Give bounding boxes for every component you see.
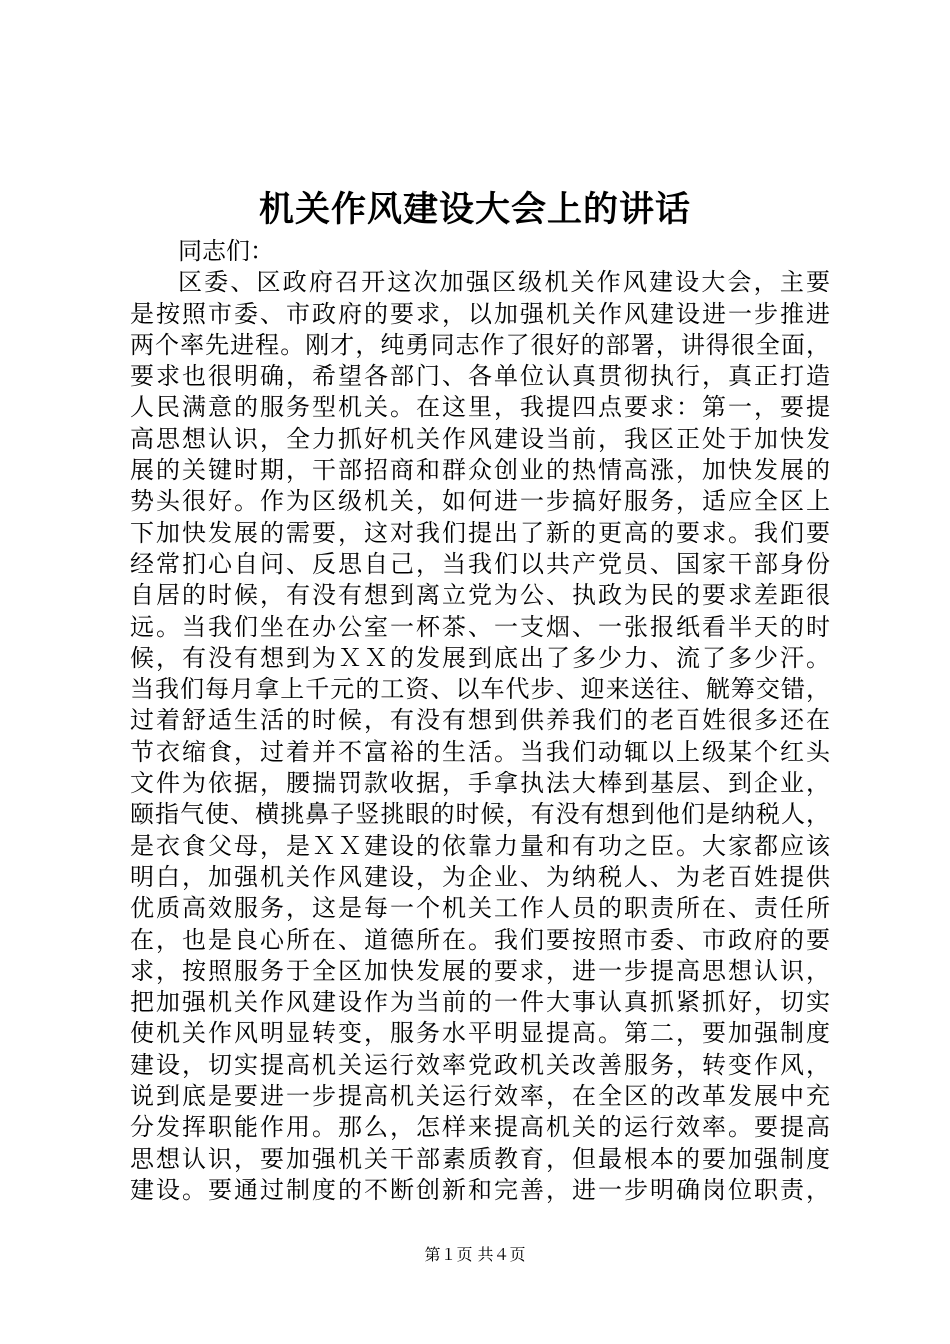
body-line: 文件为依据，腰揣罚款收据，手拿执法大棒到基层、到企业，: [130, 769, 830, 798]
body-line: 使机关作风明显转变，服务水平明显提高。第二，要加强制度: [130, 1019, 830, 1048]
body-line: 思想认识，要加强机关干部素质教育，但最根本的要加强制度: [130, 1144, 830, 1173]
body-line: 经常扪心自问、反思自己，当我们以共产党员、国家干部身份: [130, 549, 830, 578]
body-line: 在，也是良心所在、道德所在。我们要按照市委、市政府的要: [130, 925, 830, 954]
body-line: 展的关键时期，干部招商和群众创业的热情高涨，加快发展的: [130, 456, 830, 485]
body-line: 求，按照服务于全区加快发展的要求，进一步提高思想认识，: [130, 956, 830, 985]
body-line: 势头很好。作为区级机关，如何进一步搞好服务，适应全区上: [130, 487, 830, 516]
body-line: 明白，加强机关作风建设，为企业、为纳税人、为老百姓提供: [130, 862, 830, 891]
body-line: 远。当我们坐在办公室一杯茶、一支烟、一张报纸看半天的时: [130, 612, 830, 641]
body-line: 是按照市委、市政府的要求，以加强机关作风建设进一步推进: [130, 299, 830, 328]
body-line: 颐指气使、横挑鼻子竖挑眼的时候，有没有想到他们是纳税人，: [130, 800, 830, 829]
body-line: 优质高效服务，这是每一个机关工作人员的职责所在、责任所: [130, 894, 830, 923]
body-line: 过着舒适生活的时候，有没有想到供养我们的老百姓很多还在: [130, 706, 830, 735]
body-line: 把加强机关作风建设作为当前的一件大事认真抓紧抓好，切实: [130, 988, 830, 1017]
body-line: 当我们每月拿上千元的工资、以车代步、迎来送往、觥筹交错，: [130, 675, 830, 704]
page-number: 第１页 共４页: [424, 1245, 526, 1264]
body-line: 自居的时候，有没有想到离立党为公、执政为民的要求差距很: [130, 581, 830, 610]
body-line: 分发挥职能作用。那么，怎样来提高机关的运行效率。要提高: [130, 1113, 830, 1142]
document-title: 机关作风建设大会上的讲话: [258, 189, 691, 230]
body-line: 要求也很明确，希望各部门、各单位认真贯彻执行，真正打造: [130, 362, 830, 391]
body-line: 节衣缩食，过着并不富裕的生活。当我们动辄以上级某个红头: [130, 737, 830, 766]
body-line: 下加快发展的需要，这对我们提出了新的更高的要求。我们要: [130, 518, 830, 547]
body-line: 建设，切实提高机关运行效率党政机关改善服务，转变作风，: [130, 1050, 830, 1079]
body-line: 是衣食父母，是ＸＸ建设的依靠力量和有功之臣。大家都应该: [130, 831, 830, 860]
salutation: 同志们：: [178, 237, 274, 265]
body-line: 说到底是要进一步提高机关运行效率，在全区的改革发展中充: [130, 1082, 830, 1111]
body-line: 区委、区政府召开这次加强区级机关作风建设大会，主要: [178, 268, 830, 297]
body-line: 高思想认识，全力抓好机关作风建设当前，我区正处于加快发: [130, 424, 830, 453]
body-line: 两个率先进程。刚才，纯勇同志作了很好的部署，讲得很全面，: [130, 330, 830, 359]
document-body: [130, 236, 830, 1206]
body-line: 建设。要通过制度的不断创新和完善，进一步明确岗位职责，: [130, 1175, 830, 1204]
body-line: 候，有没有想到为ＸＸ的发展到底出了多少力、流了多少汗。: [130, 643, 830, 672]
body-line: 人民满意的服务型机关。在这里，我提四点要求：第一，要提: [130, 393, 830, 422]
